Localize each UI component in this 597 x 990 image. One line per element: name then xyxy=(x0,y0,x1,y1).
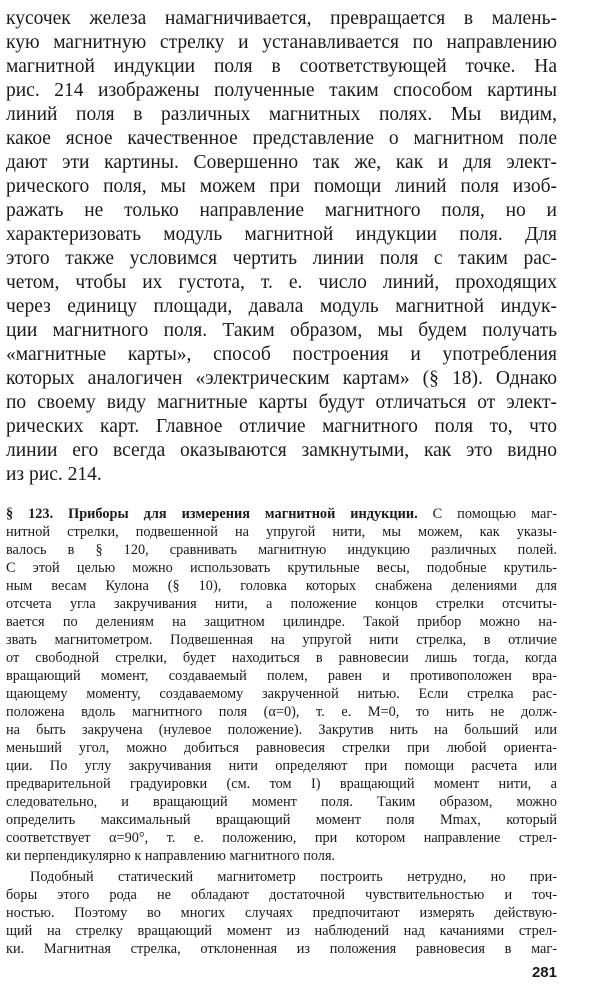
text-line: линии его всегда оказываются замкнутыми, как это видно xyxy=(6,440,557,461)
text-line: ции. По углу закручивания нити определяют при помощи расчета или xyxy=(6,758,557,774)
text-line: рического поля, мы можем при помощи линий поля изоб- xyxy=(6,176,557,197)
text-line: из рис. 214. xyxy=(6,464,102,485)
text-line: ки перпендикулярно к направлению магнитного поля. xyxy=(6,848,336,864)
text-line: «магнитные карты», способ построения и употребления xyxy=(6,344,557,365)
text-line: магнитной индукции поля в соответствующей точке. На xyxy=(6,56,557,77)
text-line: ки. Магнитная стрелка, отклоненная из положения равновесия в маг- xyxy=(6,941,557,957)
text-line: четом, чтобы их густота, т. е. число линий, проходящих xyxy=(6,272,557,293)
text-line: кусочек железа намагничивается, превращается в малень- xyxy=(6,8,557,29)
text-line: через единицу площади, давала модуль магнитной индук- xyxy=(6,296,557,317)
section-text-start: С помощью маг- xyxy=(432,506,557,522)
text-line: следовательно, и вращающий момент поля. Таким образом, можно xyxy=(6,794,557,810)
text-line: на быть закручена (нулевое положение). Закрутив нить на больший или xyxy=(6,722,557,738)
text-line: линий поля в различных магнитных полях. Мы видим, xyxy=(6,104,557,125)
text-line: кую магнитную стрелку и устанавливается по направлению xyxy=(6,32,557,53)
text-line: ражать не только направление магнитного поля, но и xyxy=(6,200,557,221)
text-line: боры этого рода не обладают достаточной чувствительностью и точ- xyxy=(6,887,557,903)
text-line: нитной стрелки, подвешенной на упругой нити, мы можем, как указы- xyxy=(6,524,557,540)
text-line: вращающий момент, создаваемый полем, равен и противоположен вра- xyxy=(6,668,557,684)
text-line: ции магнитного поля. Таким образом, мы будем получать xyxy=(6,320,557,341)
text-line: от свободной стрелки, будет находиться в равновесии лишь тогда, когда xyxy=(6,650,557,666)
text-line: щающему моменту, создаваемому закрученной нитью. Если стрелка рас- xyxy=(6,686,557,702)
text-line: характеризовать модуль магнитной индукции поля. Для xyxy=(6,224,557,245)
text-line: ностью. Поэтому во многих случаях предпочитают измерять действую- xyxy=(6,905,557,921)
text-line: рис. 214 изображены полученные таким способом картины xyxy=(6,80,557,101)
text-line: валось в § 120, сравнивать магнитную индукцию различных полей. xyxy=(6,542,557,558)
text-line: соответствует α=90°, т. е. положению, при котором направление стрел- xyxy=(6,830,557,846)
text-line: положена вдоль магнитного поля (α=0), т. е. M=0, то нить не долж- xyxy=(6,704,557,720)
text-line: щий на стрелку вращающий момент из наблюдений над качаниями стрел- xyxy=(6,923,557,939)
text-line: вается по делениям на защитном цилиндре. Такой прибор можно на- xyxy=(6,614,557,630)
text-line: дают эти картины. Совершенно так же, как и для элект- xyxy=(6,152,557,173)
text-line: ным весам Кулона (§ 10), головка которых снабжена делениями для xyxy=(6,578,557,594)
text-line: определить максимальный вращающий момент поля Mmax, который xyxy=(6,812,557,828)
text-line: по своему виду магнитные карты будут отличаться от элект- xyxy=(6,392,557,413)
text-line: какое ясное качественное представление о магнитном поле xyxy=(6,128,557,149)
text-line: этого также условимся чертить линии поля с таким рас- xyxy=(6,248,557,269)
section-heading-line xyxy=(6,505,557,523)
text-line: меньший угол, можно добиться равновесия стрелки при любой ориента- xyxy=(6,740,557,756)
page-number: 281 xyxy=(531,964,557,981)
text-line: Подобный статический магнитометр построить нетрудно, но при- xyxy=(30,869,557,885)
text-line: которых аналогичен «электрическим картам» (§ 18). Однако xyxy=(6,368,557,389)
text-line: рических карт. Главное отличие магнитного поля то, что xyxy=(6,416,557,437)
section-heading: § 123. Приборы для измерения магнитной индукции. xyxy=(6,506,418,522)
text-line: звать магнитометром. Подвешенная на упругой нити стрелка, в отличие xyxy=(6,632,557,648)
text-line: С этой целью можно использовать крутильные весы, подобные крутиль- xyxy=(6,560,557,576)
text-line: предварительной градуировки (см. том I) вращающий момент нити, а xyxy=(6,776,557,792)
text-line: отсчета угла закручивания нити, а положение концов стрелки отсчиты- xyxy=(6,596,557,612)
